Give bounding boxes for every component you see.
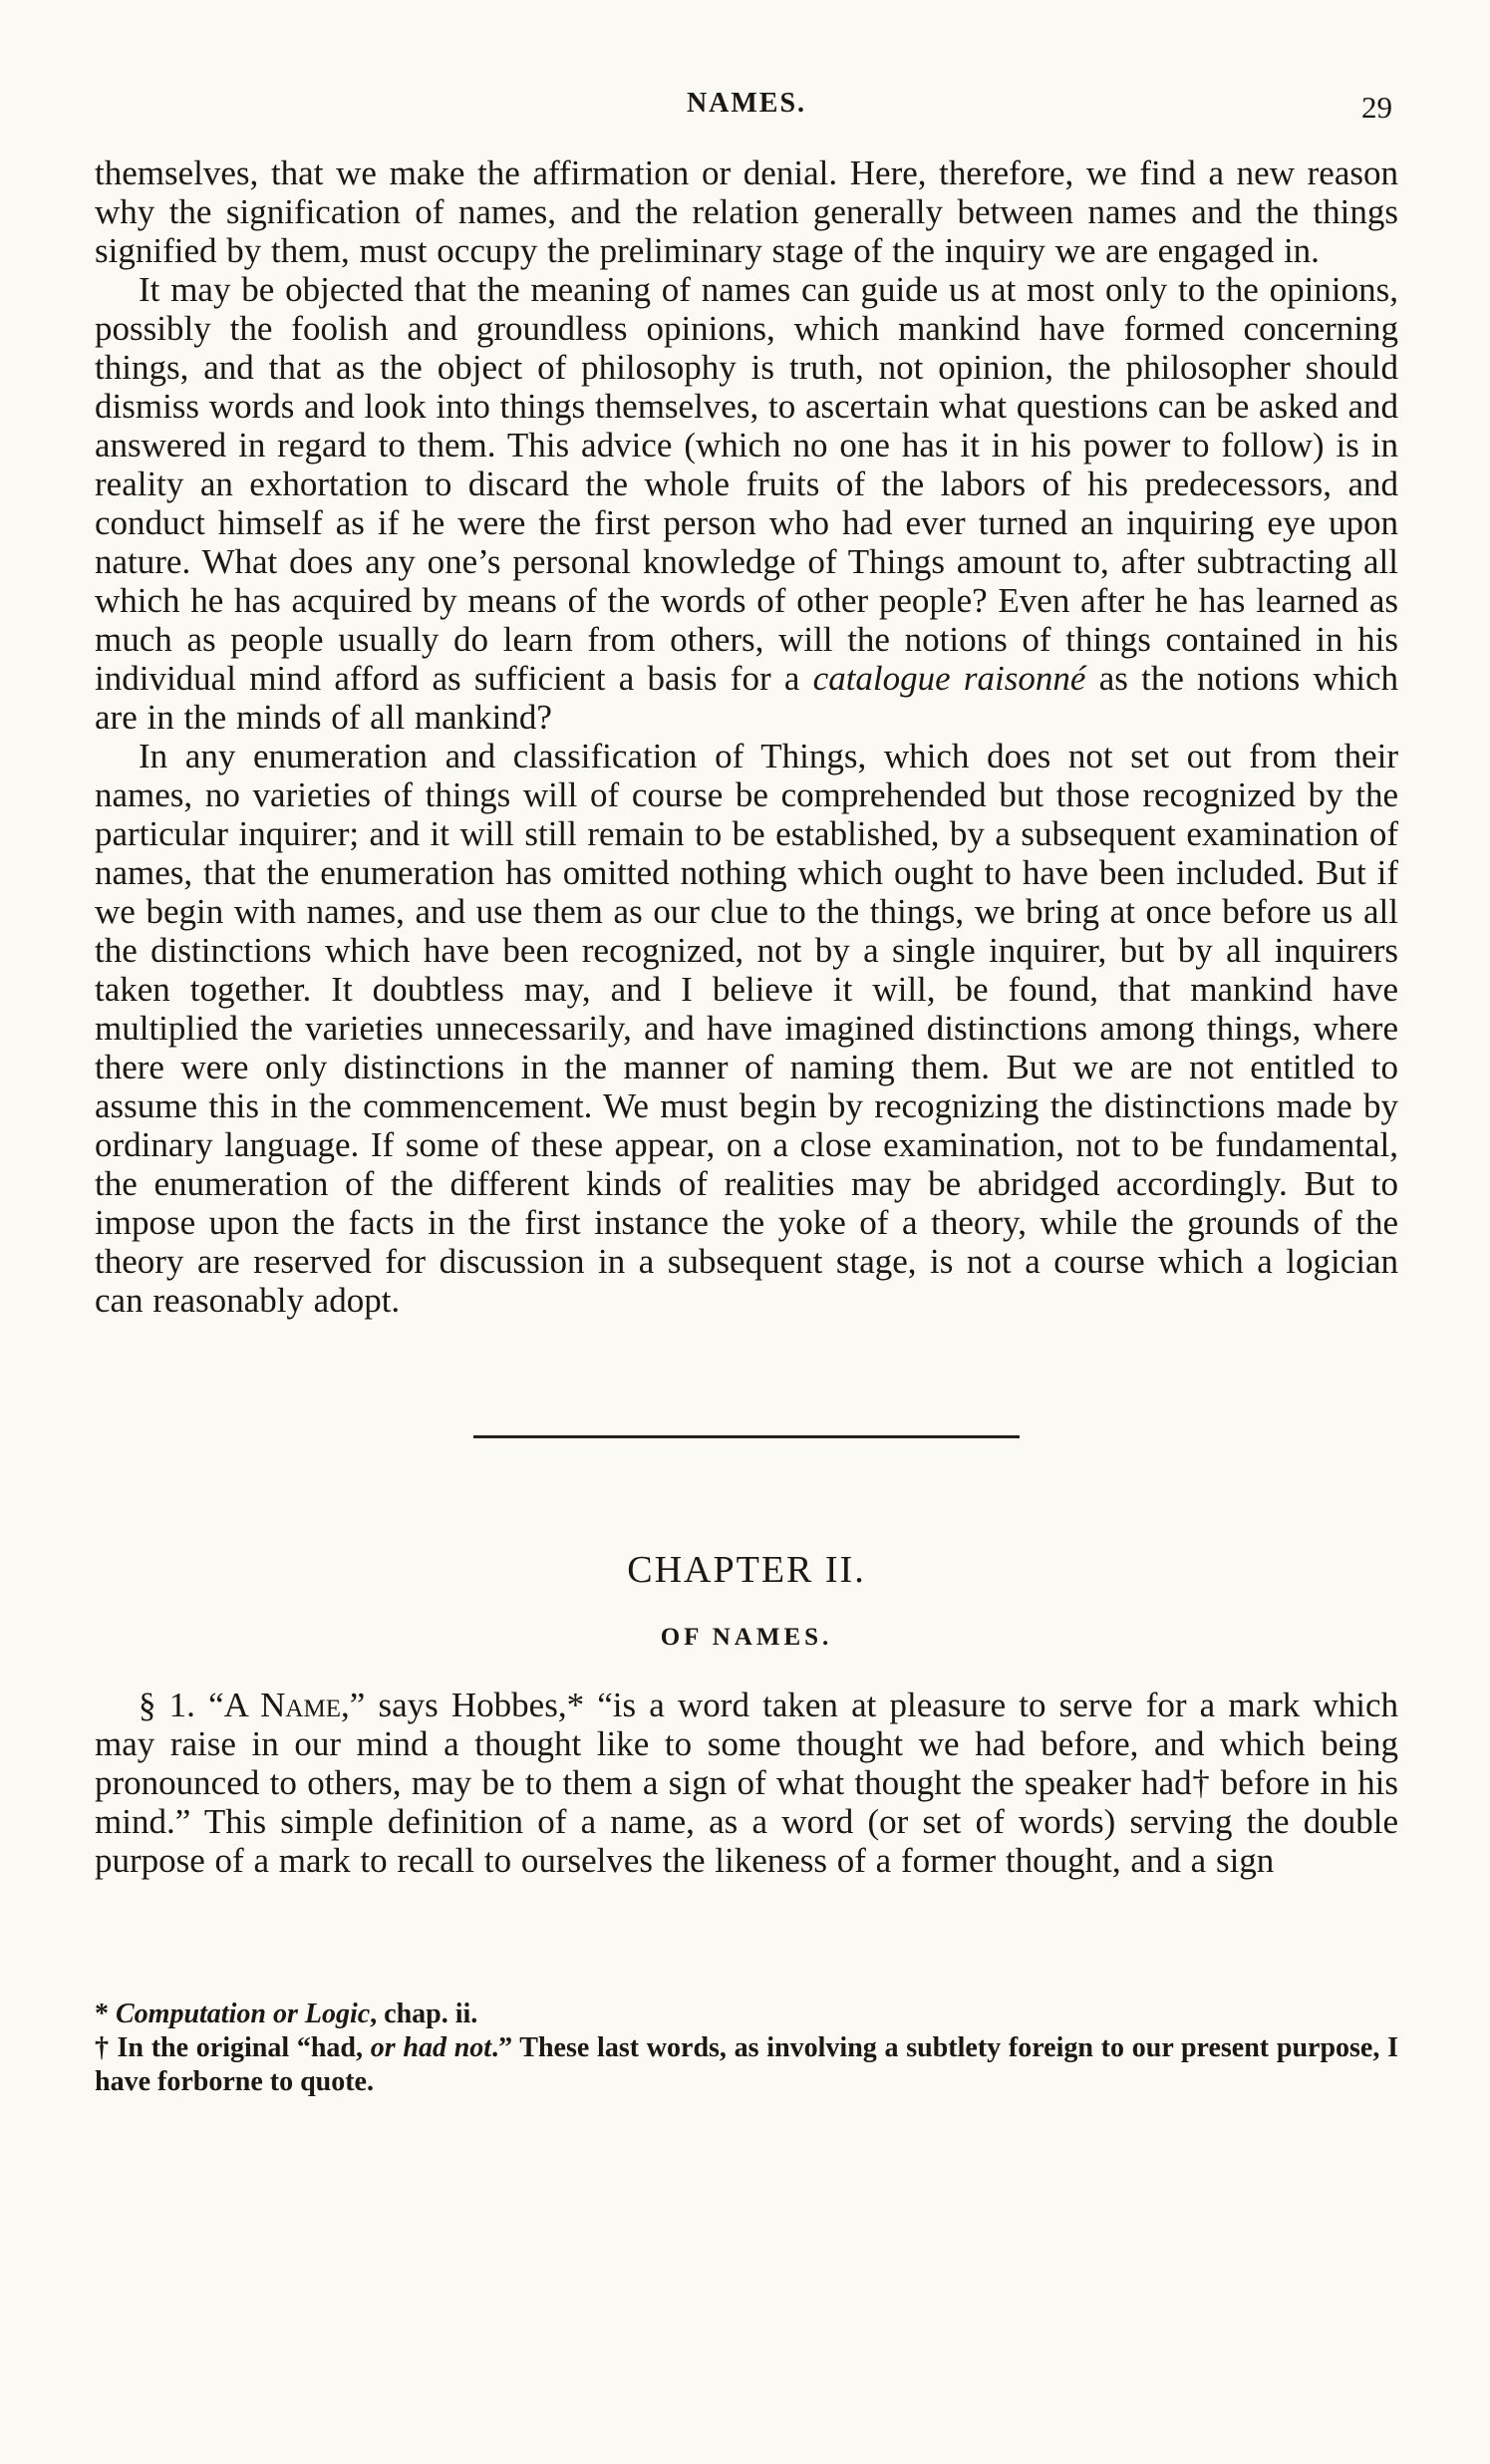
body-paragraph bbox=[95, 270, 1398, 737]
footnotes bbox=[95, 1998, 1398, 2099]
text-run: or had not bbox=[370, 2032, 492, 2063]
page-header bbox=[95, 88, 1398, 128]
section-divider-rule bbox=[473, 1435, 1020, 1438]
chapter-paragraph bbox=[95, 1686, 1398, 1880]
text-run: ,” says Hobbes,* “is a word taken at pleasure to serve for a mark which may raise in our mind a thought like to some thought we had before, and which being pronounced to others, may be to them a sign of what thought the speaker had† before in his mind.” This simple definition of a name, as a word (or set of words) serving the double purpose of a mark to recall to ourselves the likeness of a former thought, and a sign bbox=[95, 1686, 1398, 1880]
page-body bbox=[95, 154, 1398, 1320]
page-number: 29 bbox=[1361, 90, 1392, 125]
text-run: catalogue raisonné bbox=[812, 659, 1086, 698]
text-run: themselves, that we make the affirmation or denial. Here, therefore, we find a new reason why the signification of names, and the relation generally between names and the things signified by them, must occupy the preliminary stage of the inquiry we are engaged in. bbox=[95, 154, 1398, 270]
chapter-subtitle: OF NAMES. bbox=[660, 1624, 833, 1651]
text-run: § 1. “A bbox=[139, 1686, 261, 1724]
chapter-title: CHAPTER II. bbox=[627, 1549, 866, 1591]
text-run: Computation or Logic bbox=[116, 1999, 371, 2029]
footnote-asterisk bbox=[95, 1998, 1398, 2031]
text-run: * bbox=[95, 1999, 116, 2029]
text-run: † In the original “had, bbox=[95, 2032, 371, 2063]
running-title: NAMES. bbox=[686, 88, 807, 119]
text-run: .” These last words, as involving a subtlety foreign to our present purpose, I have forborne to quote. bbox=[95, 2032, 1398, 2097]
body-paragraph-continuation bbox=[95, 154, 1398, 270]
text-run: In any enumeration and classification of Things, which does not set out from their names, no varieties of things will of course be comprehended but those recognized by the particular inquirer; and it will still remain to be established, by a subsequent examination of names, that the enumeration has omitted nothing which ought to have been included. But if we begin with names, and use them as our clue to the things, we bring at once before us all the distinctions which have been recognized, not by a single inquirer, but by all inquirers taken together. It doubtless may, and I believe it will, be found, that mankind have multiplied the varieties unnecessarily, and have imagined distinctions among things, where there were only distinctions in the manner of naming them. But we are not entitled to assume this in the commencement. We must begin by recognizing the distinctions made by ordinary language. If some of these appear, on a close examination, not to be fundamental, the enumeration of the different kinds of realities may be abridged accordingly. But to impose upon the facts in the first instance the yoke of a theory, while the grounds of the theory are reserved for discussion in a subsequent stage, is not a course which a logician can reasonably adopt. bbox=[95, 737, 1398, 1320]
text-run: , chap. ii. bbox=[370, 1999, 478, 2029]
text-run: as the notions which are in the minds of all mankind? bbox=[95, 659, 1398, 737]
body-paragraph bbox=[95, 737, 1398, 1320]
footnote-dagger bbox=[95, 2031, 1398, 2099]
chapter-body bbox=[95, 1686, 1398, 1880]
text-run: Name bbox=[260, 1686, 341, 1724]
text-run: It may be objected that the meaning of names can guide us at most only to the opinions, possibly the foolish and groundless opinions, which mankind have formed concerning things, and that as the object of philosophy is truth, not opinion, the philosopher should dismiss words and look into things themselves, to ascertain what questions can be asked and answered in regard to them. This advice (which no one has it in his power to follow) is in reality an exhortation to discard the whole fruits of the labors of his predecessors, and conduct himself as if he were the first person who had ever turned an inquiring eye upon nature. What does any one’s personal knowledge of Things amount to, after subtracting all which he has acquired by means of the words of other people? Even after he has learned as much as people usually do learn from others, will the notions of things contained in his individual mind afford as sufficient a basis for a bbox=[95, 270, 1398, 698]
